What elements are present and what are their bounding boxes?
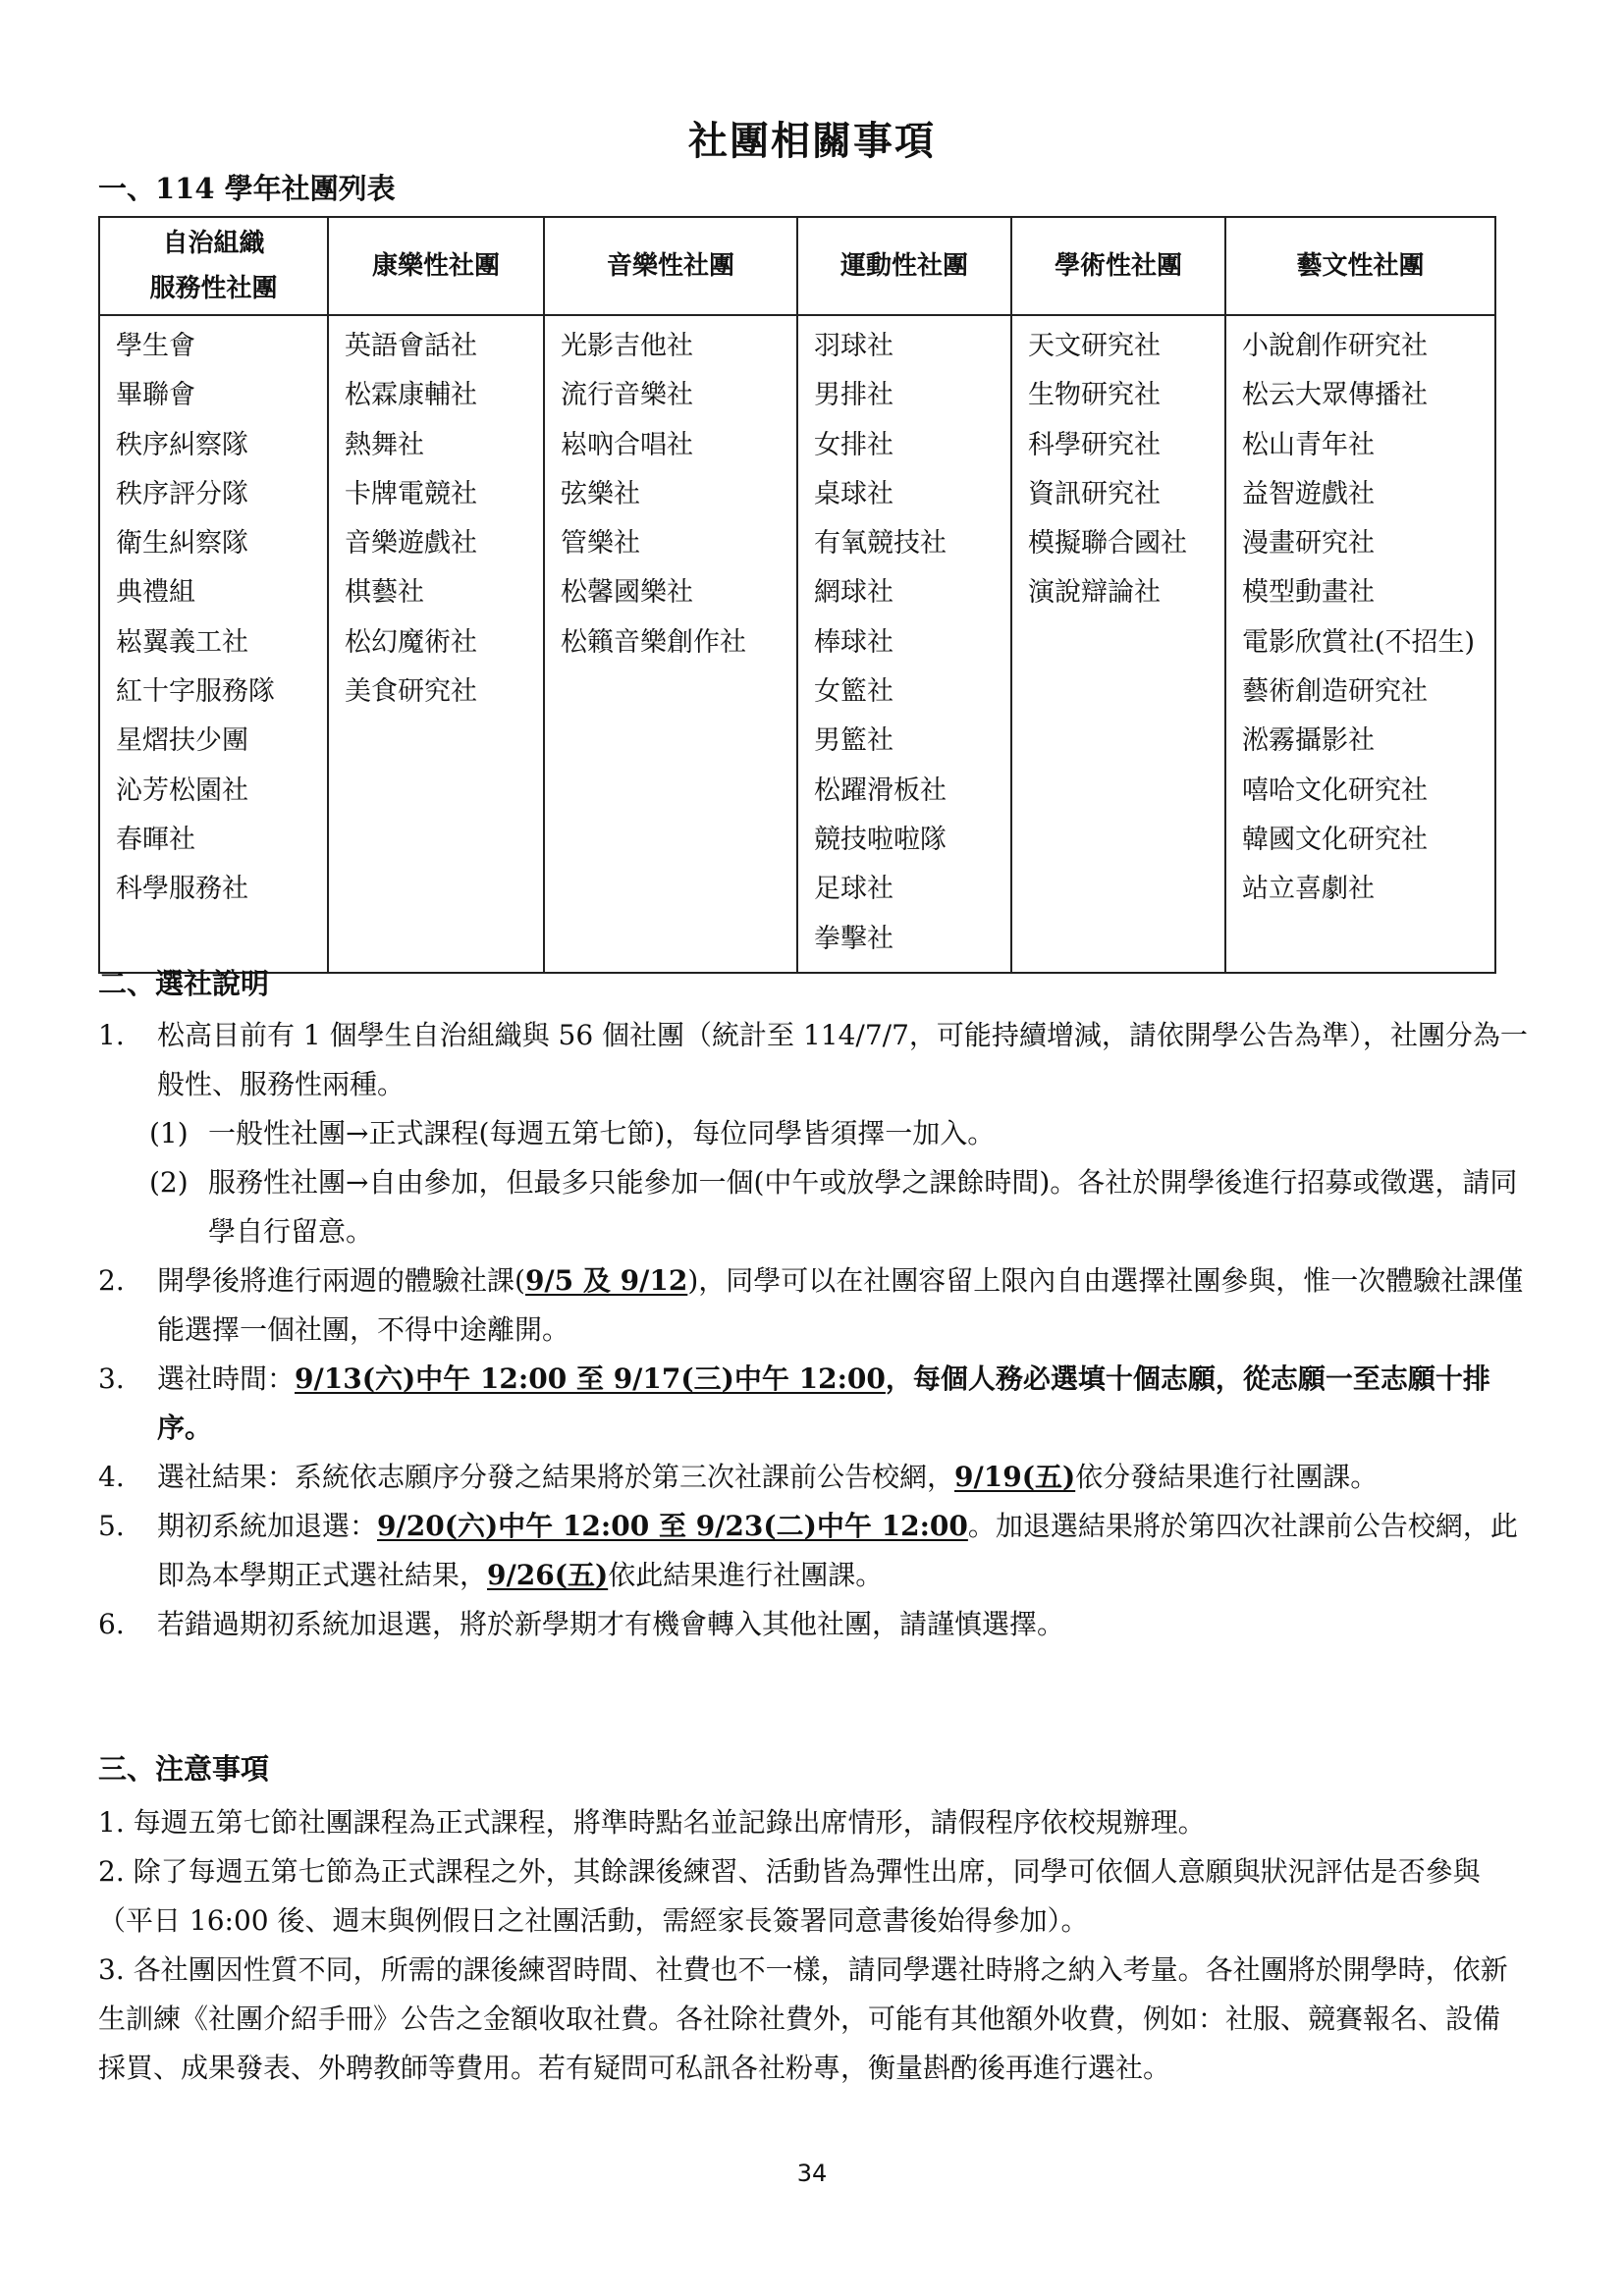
item-text: 依分發結果進行社團課。 — [1075, 1461, 1379, 1493]
instruction-item-6 — [98, 1600, 1532, 1649]
club-name: 網球社 — [814, 577, 893, 609]
club-name: 松馨國樂社 — [561, 577, 693, 609]
club-name: 天文研究社 — [1028, 331, 1161, 361]
club-name: 男籃社 — [814, 725, 893, 757]
club-name: 紅十字服務隊 — [116, 676, 275, 708]
club-name: 春暉社 — [116, 824, 195, 855]
club-name: 藝術創造研究社 — [1242, 676, 1428, 708]
header-arts: 藝文性社團 — [1225, 217, 1495, 315]
club-list-table — [98, 216, 1496, 974]
page-title: 社團相關事項 — [688, 118, 936, 164]
header-line: 自治組織 — [162, 229, 265, 258]
item-number: (1) — [149, 1117, 189, 1149]
club-name: 崧翼義工社 — [116, 626, 248, 658]
club-name: 秩序糾察隊 — [116, 429, 248, 460]
selection-period: 9/13(六)中午 12:00 至 9/17(三)中午 12:00 — [295, 1362, 886, 1395]
club-name: 棒球社 — [814, 626, 893, 658]
club-name: 美食研究社 — [345, 676, 477, 708]
club-name: 羽球社 — [814, 331, 893, 361]
item-number: 5. — [98, 1510, 125, 1542]
club-name: 嘻哈文化研究社 — [1242, 774, 1428, 806]
club-name: 學生會 — [116, 331, 195, 361]
header-self-governing-service — [99, 217, 328, 315]
item-text: 服務性社團→自由參加，但最多只能參加一個(中午或放學之課餘時間)。各社於開學後進行招募或徵選，請同學自行留意。 — [208, 1166, 1518, 1248]
club-name: 拳擊社 — [814, 923, 893, 954]
section-3-heading: 三、注意事項 — [98, 1752, 270, 1786]
item-text-bold: ，每個人務必選填十個志願，從志願一至志願十排序。 — [157, 1362, 1490, 1444]
club-name: 電影欣賞社(不招生) — [1242, 626, 1476, 658]
club-name: 科學研究社 — [1028, 429, 1161, 460]
column-recreation — [328, 315, 544, 973]
club-name: 星熠扶少團 — [116, 725, 248, 757]
club-name: 桌球社 — [814, 478, 893, 509]
club-name: 秩序評分隊 — [116, 478, 248, 509]
item-number: 4. — [98, 1461, 125, 1493]
club-name: 熱舞社 — [345, 429, 424, 460]
club-name: 女籃社 — [814, 676, 893, 708]
item-text: )，同學可以在社團容留上限內自由選擇社團參與，惟一次體驗社課僅能選擇一個社團，不得中途離開。 — [157, 1264, 1524, 1346]
club-name: 演說辯論社 — [1028, 577, 1161, 609]
club-name: 有氧競技社 — [814, 528, 947, 560]
club-name: 沁芳松園社 — [116, 774, 248, 806]
club-name: 崧吶合唱社 — [561, 429, 693, 460]
club-name: 模擬聯合國社 — [1028, 528, 1187, 560]
column-sports — [797, 315, 1011, 973]
club-name: 光影吉他社 — [561, 331, 693, 361]
section-2-heading: 二、選社說明 — [98, 967, 270, 1000]
club-name: 管樂社 — [561, 528, 640, 560]
add-drop-period: 9/20(六)中午 12:00 至 9/23(二)中午 12:00 — [377, 1510, 968, 1542]
item-text: 一般性社團→正式課程(每週五第七節)，每位同學皆須擇一加入。 — [208, 1117, 996, 1149]
club-name: 棋藝社 — [345, 577, 424, 609]
header-recreation: 康樂性社團 — [328, 217, 544, 315]
club-name: 競技啦啦隊 — [814, 824, 947, 855]
instruction-subitem-1 — [98, 1109, 1532, 1158]
club-name: 韓國文化研究社 — [1242, 824, 1428, 855]
club-name: 資訊研究社 — [1028, 478, 1161, 509]
club-name: 男排社 — [814, 380, 893, 411]
club-name: 衛生糾察隊 — [116, 528, 248, 560]
instruction-item-4 — [98, 1453, 1532, 1502]
club-name: 科學服務社 — [116, 874, 248, 905]
header-academic: 學術性社團 — [1011, 217, 1225, 315]
item-text: 松高目前有 1 個學生自治組織與 56 個社團（統計至 114/7/7，可能持續增減，請依開學公告為準），社團分為一般性、服務性兩種。 — [157, 1019, 1528, 1100]
column-music — [544, 315, 797, 973]
club-name: 松山青年社 — [1242, 429, 1375, 460]
club-name: 漫畫研究社 — [1242, 528, 1375, 560]
notes-list — [98, 1798, 1522, 2093]
selection-instructions — [98, 1011, 1532, 1649]
item-text: 選社結果：系統依志願序分發之結果將於第三次社課前公告校網， — [157, 1461, 955, 1493]
item-number: 1. — [98, 1019, 125, 1051]
note-item: 1. 每週五第七節社團課程為正式課程，將準時點名並記錄出席情形，請假程序依校規辦理。 — [98, 1806, 1206, 1839]
item-text: 若錯過期初系統加退選，將於新學期才有機會轉入其他社團，請謹慎選擇。 — [157, 1608, 1065, 1640]
club-name: 音樂遊戲社 — [345, 528, 477, 560]
trial-dates: 9/5 及 9/12 — [524, 1264, 688, 1297]
header-sports: 運動性社團 — [797, 217, 1011, 315]
club-name: 松云大眾傳播社 — [1242, 380, 1428, 411]
item-number: 3. — [98, 1362, 125, 1395]
instruction-item-3 — [98, 1355, 1532, 1453]
column-self-governing-service — [99, 315, 328, 973]
item-number: 2. — [98, 1264, 125, 1297]
column-arts — [1225, 315, 1495, 973]
instruction-item-2 — [98, 1256, 1532, 1355]
club-name: 益智遊戲社 — [1242, 478, 1375, 509]
item-text: 依此結果進行社團課。 — [608, 1559, 884, 1591]
column-academic — [1011, 315, 1225, 973]
item-number: 6. — [98, 1608, 125, 1640]
club-name: 小說創作研究社 — [1242, 331, 1428, 361]
club-name: 典禮組 — [116, 577, 195, 609]
item-text: 期初系統加退選： — [157, 1510, 378, 1542]
instruction-item-1 — [98, 1011, 1532, 1109]
final-date: 9/26(五) — [487, 1559, 609, 1591]
club-name: 生物研究社 — [1028, 380, 1161, 411]
club-name: 模型動畫社 — [1242, 577, 1375, 609]
note-item: 3. 各社團因性質不同，所需的課後練習時間、社費也不一樣，請同學選社時將之納入考量。各社團將於開學時，依新生訓練《社團介紹手冊》公告之金額收取社費。各社除社費外，可能有其他額外收費，例如：社服、競賽報名、設備採買、成果發表、外聘教師等費用。若有疑問可私訊各社粉專，衡量斟酌後再進行選社。 — [98, 1953, 1508, 2084]
result-date: 9/19(五) — [954, 1461, 1076, 1493]
club-name: 女排社 — [814, 429, 893, 460]
club-name: 淞霧攝影社 — [1242, 725, 1375, 757]
header-music: 音樂性社團 — [544, 217, 797, 315]
page-number: 34 — [796, 2160, 828, 2187]
club-name: 站立喜劇社 — [1242, 874, 1375, 905]
item-text: 。加退選結果將於第四次社課前公告校網，此即為本學期正式選社結果， — [157, 1510, 1518, 1591]
club-name: 松幻魔術社 — [345, 626, 477, 658]
club-name: 卡牌電競社 — [345, 478, 477, 509]
header-line: 服務性社團 — [149, 274, 278, 303]
table-body-row — [99, 315, 1495, 973]
club-name: 足球社 — [814, 874, 893, 905]
club-name: 松籟音樂創作社 — [561, 626, 746, 658]
club-name: 流行音樂社 — [561, 380, 693, 411]
club-name: 弦樂社 — [561, 478, 640, 509]
instruction-subitem-2 — [98, 1158, 1532, 1256]
club-name: 英語會話社 — [345, 331, 477, 361]
section-1-heading: 一、114 學年社團列表 — [98, 172, 396, 205]
item-text: 選社時間： — [157, 1362, 296, 1395]
club-name: 松霖康輔社 — [345, 380, 477, 411]
note-item: 2. 除了每週五第七節為正式課程之外，其餘課後練習、活動皆為彈性出席，同學可依個人意願與狀況評估是否參與（平日 16:00 後、週末與例假日之社團活動，需經家長簽署同意書後始得參加）。 — [98, 1855, 1481, 1937]
club-name: 畢聯會 — [116, 380, 195, 411]
item-number: (2) — [149, 1166, 189, 1199]
club-name: 松躍滑板社 — [814, 774, 947, 806]
table-header-row — [99, 217, 1495, 315]
item-text: 開學後將進行兩週的體驗社課( — [157, 1264, 525, 1297]
instruction-item-5 — [98, 1502, 1532, 1600]
